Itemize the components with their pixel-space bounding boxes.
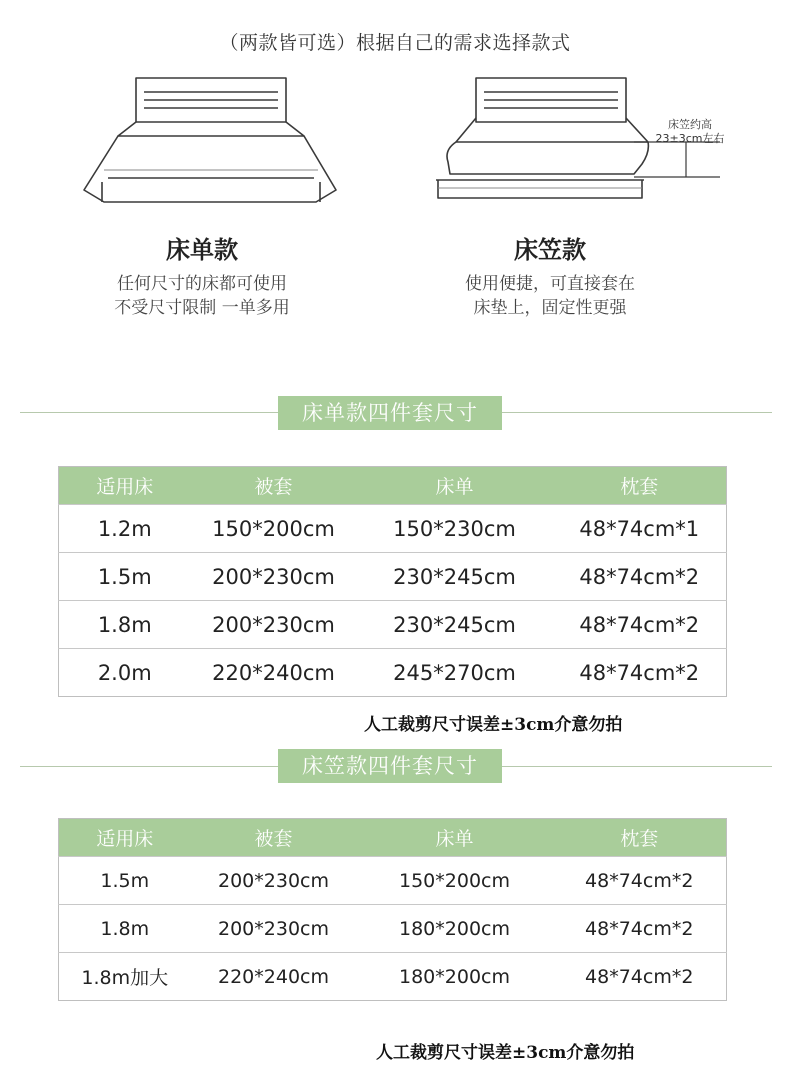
cell-sheet: 150*230cm xyxy=(357,505,553,553)
cell-pillowcase: 48*74cm*2 xyxy=(553,857,727,905)
header-pillowcase: 枕套 xyxy=(553,467,727,505)
cell-pillowcase: 48*74cm*2 xyxy=(553,553,727,601)
height-dimension-icon xyxy=(634,140,724,184)
cell-pillowcase: 48*74cm*2 xyxy=(553,601,727,649)
header-duvet: 被套 xyxy=(191,467,357,505)
table-header-row xyxy=(59,819,727,857)
cell-bed: 1.2m xyxy=(59,505,191,553)
fitted-height-label: 床笠约高 23±3cm左右 xyxy=(655,118,725,145)
cell-duvet: 220*240cm xyxy=(191,649,357,697)
cell-sheet: 180*200cm xyxy=(357,905,553,953)
cell-sheet: 230*245cm xyxy=(357,601,553,649)
fitted-style-description: 使用便捷，可直接套在 床垫上，固定性更强 xyxy=(465,274,635,318)
table-row xyxy=(59,505,727,553)
cell-bed: 1.5m xyxy=(59,857,191,905)
cell-duvet: 150*200cm xyxy=(191,505,357,553)
cell-sheet: 180*200cm xyxy=(357,953,553,1001)
cell-pillowcase: 48*74cm*2 xyxy=(553,649,727,697)
cell-duvet: 200*230cm xyxy=(191,905,357,953)
cell-bed: 2.0m xyxy=(59,649,191,697)
cell-duvet: 200*230cm xyxy=(191,601,357,649)
cell-duvet: 200*230cm xyxy=(191,553,357,601)
flat-style-description: 任何尺寸的床都可使用 不受尺寸限制 一单多用 xyxy=(114,274,290,318)
table-header-row xyxy=(59,467,727,505)
table-row xyxy=(59,553,727,601)
flat-style-name: 床单款 xyxy=(166,236,238,264)
flat-size-table xyxy=(58,466,727,697)
fitted-size-note: 人工裁剪尺寸误差±3cm介意勿拍 xyxy=(376,1043,635,1063)
cell-bed: 1.8m加大 xyxy=(59,953,191,1001)
table-row xyxy=(59,905,727,953)
cell-duvet: 200*230cm xyxy=(191,857,357,905)
cell-pillowcase: 48*74cm*2 xyxy=(553,953,727,1001)
cell-pillowcase: 48*74cm*1 xyxy=(553,505,727,553)
flat-size-note: 人工裁剪尺寸误差±3cm介意勿拍 xyxy=(364,715,623,735)
flat-sheet-bed-icon xyxy=(78,70,344,212)
cell-bed: 1.5m xyxy=(59,553,191,601)
fitted-style-name: 床笠款 xyxy=(514,236,586,264)
cell-pillowcase: 48*74cm*2 xyxy=(553,905,727,953)
cell-duvet: 220*240cm xyxy=(191,953,357,1001)
table-row xyxy=(59,953,727,1001)
header-bed: 适用床 xyxy=(59,819,191,857)
fitted-sheet-bed-icon xyxy=(428,70,656,206)
table-row xyxy=(59,857,727,905)
header-sheet: 床单 xyxy=(357,467,553,505)
header-pillowcase: 枕套 xyxy=(553,819,727,857)
cell-bed: 1.8m xyxy=(59,601,191,649)
fitted-size-banner: 床笠款四件套尺寸 xyxy=(278,749,502,783)
cell-bed: 1.8m xyxy=(59,905,191,953)
cell-sheet: 230*245cm xyxy=(357,553,553,601)
flat-size-banner: 床单款四件套尺寸 xyxy=(278,396,502,430)
fitted-size-table xyxy=(58,818,727,1001)
cell-sheet: 150*200cm xyxy=(357,857,553,905)
table-row xyxy=(59,601,727,649)
table-row xyxy=(59,649,727,697)
header-sheet: 床单 xyxy=(357,819,553,857)
page-headline: （两款皆可选）根据自己的需求选择款式 xyxy=(219,32,571,54)
cell-sheet: 245*270cm xyxy=(357,649,553,697)
header-duvet: 被套 xyxy=(191,819,357,857)
header-bed: 适用床 xyxy=(59,467,191,505)
